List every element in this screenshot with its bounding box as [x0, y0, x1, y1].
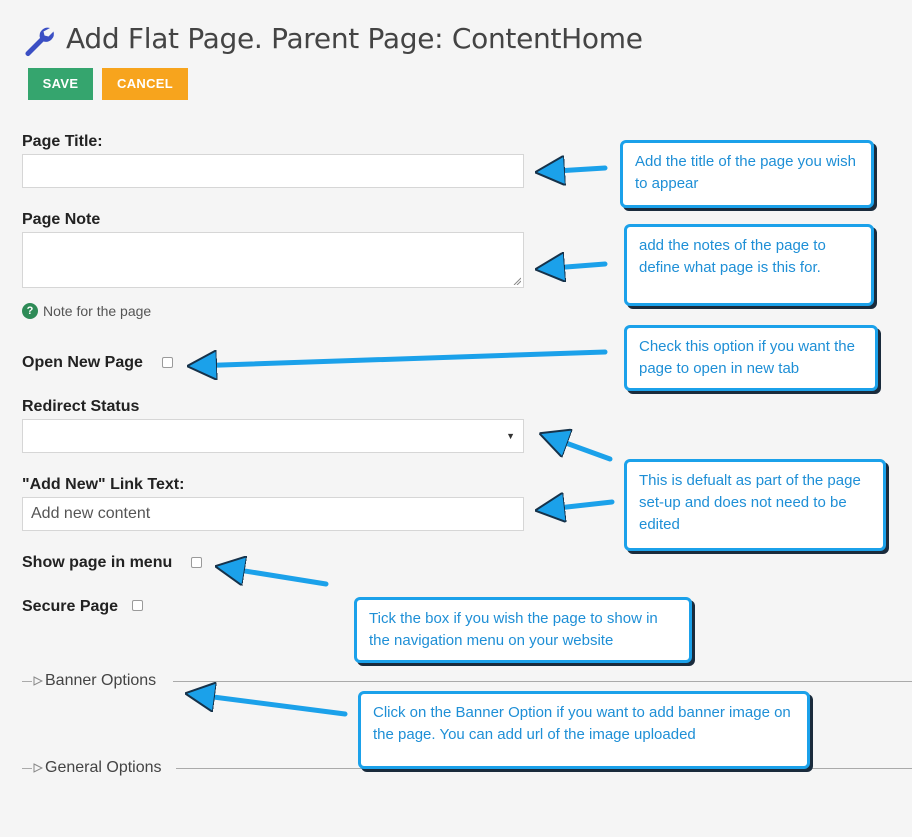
- arrow-title: [540, 168, 605, 172]
- open-new-page-label: Open New Page: [22, 354, 143, 371]
- chevron-down-icon: ▼: [506, 431, 515, 441]
- add-new-link-label: "Add New" Link Text:: [22, 476, 185, 493]
- page-note-label: Page Note: [22, 211, 101, 228]
- callout-note: add the notes of the page to define what page is this for.: [624, 224, 874, 306]
- arrow-note: [540, 264, 605, 269]
- arrow-redirect: [544, 435, 610, 459]
- callout-open-new: Check this option if you want the page to open in new tab: [624, 325, 878, 391]
- page-note-help: Note for the page: [43, 303, 152, 319]
- page-title-label: Page Title:: [22, 133, 103, 150]
- callout-banner: Click on the Banner Option if you want to add banner image on the page. You can add url of the image uploaded: [358, 691, 810, 769]
- secure-page-label: Secure Page: [22, 598, 119, 615]
- save-button[interactable]: SAVE: [28, 68, 93, 100]
- add-new-link-input[interactable]: Add new content: [22, 497, 524, 531]
- callout-title: Add the title of the page you wish to appear: [620, 140, 874, 208]
- cancel-button[interactable]: CANCEL: [102, 68, 188, 100]
- show-in-menu-label: Show page in menu: [22, 554, 173, 571]
- general-options-toggle[interactable]: General Options: [45, 759, 162, 776]
- arrow-open-new: [192, 352, 605, 366]
- redirect-status-label: Redirect Status: [22, 398, 140, 415]
- callout-menu: Tick the box if you wish the page to show in the navigation menu on your website: [354, 597, 692, 663]
- help-icon: ?: [22, 303, 38, 319]
- arrow-link-text: [540, 502, 612, 510]
- arrow-menu: [220, 567, 326, 584]
- banner-options-toggle[interactable]: Banner Options: [45, 672, 157, 689]
- callout-link-text: This is defualt as part of the page set-up and does not need to be edited: [624, 459, 886, 551]
- page-title: Add Flat Page. Parent Page: ContentHome: [66, 22, 643, 55]
- arrow-banner: [190, 694, 345, 714]
